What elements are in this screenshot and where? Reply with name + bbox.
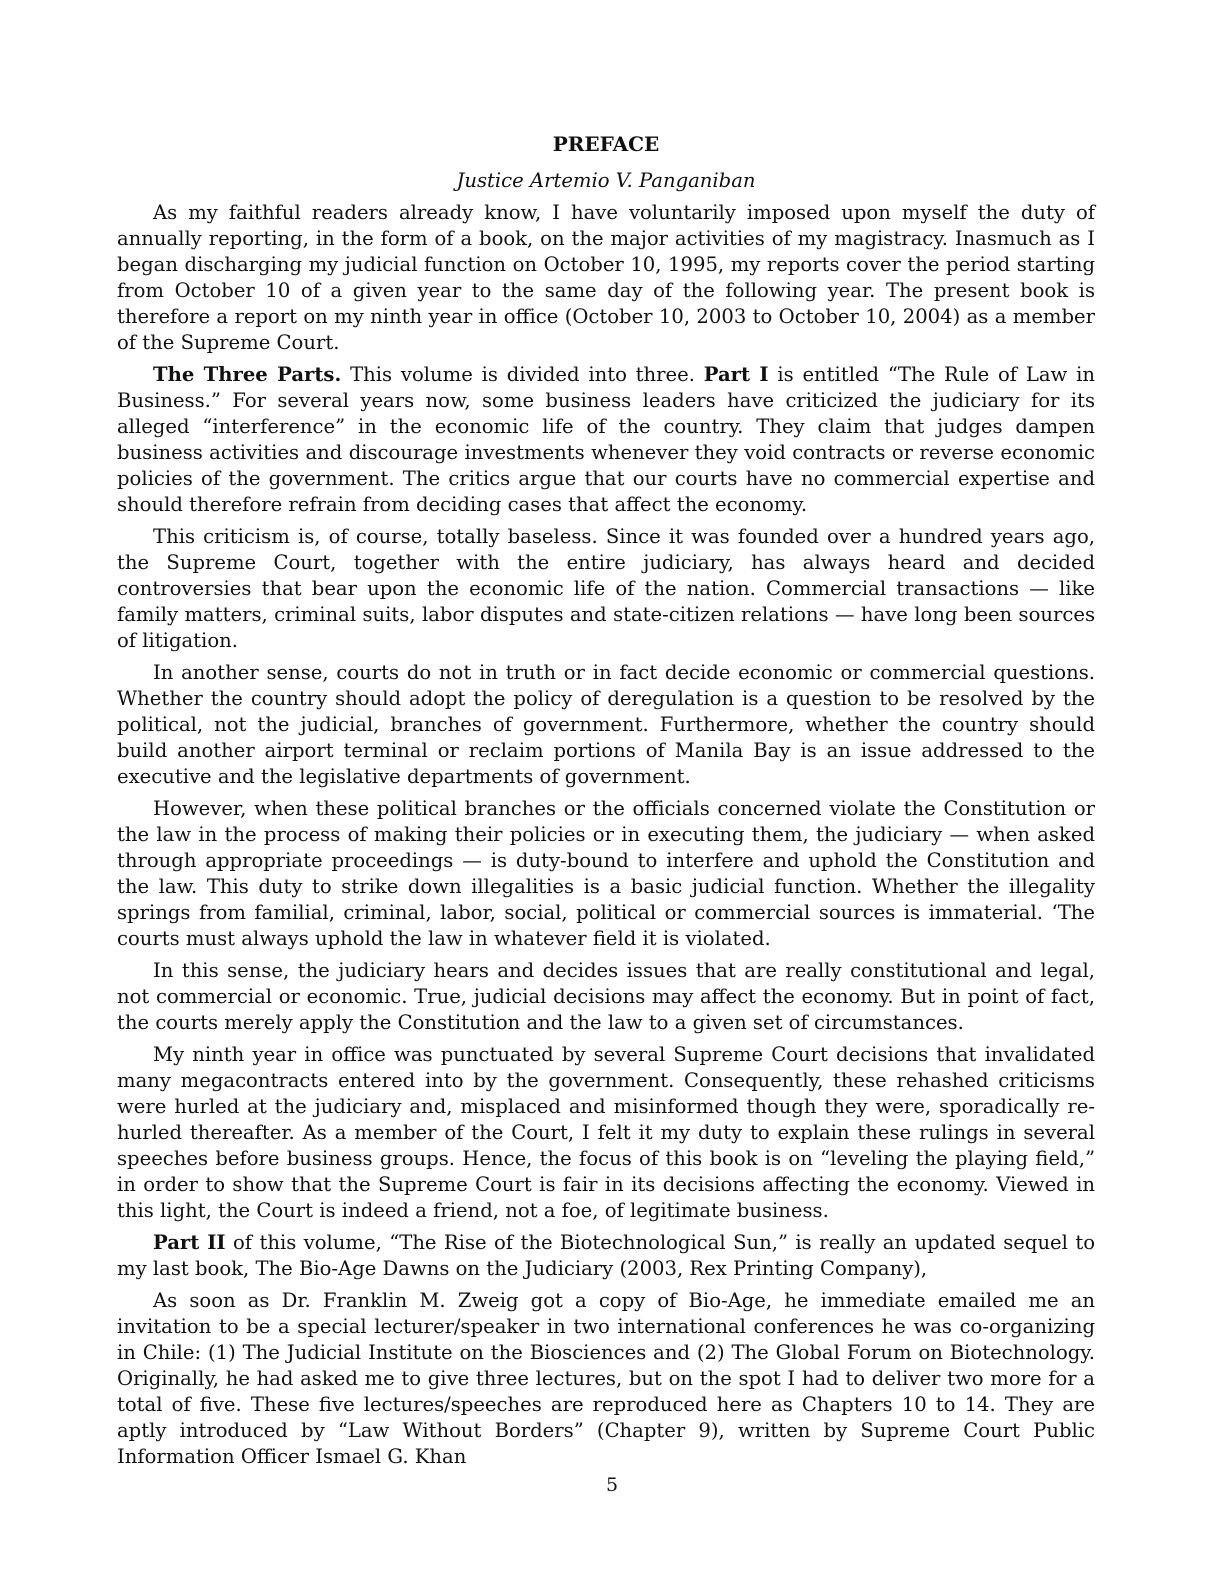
paragraph-9 [117, 1288, 1095, 1470]
paragraph-text: As soon as Dr. Franklin M. Zweig got a copy of Bio-Age, he immediate emailed me an invitation to be a special lecturer/speaker in two international conferences he was co-organizing in Chile: (1) The Judicial Institute on the Biosciences and (2) The Global Forum on Biotechnology. Originally, he had asked me to give three lectures, but on the spot I had to deliver two more for a total of five. These five lectures/speeches are reproduced here as Chapters 10 to 14. They are aptly introduced by “Law Without Borders” (Chapter 9), written by Supreme Court Public Information Officer Ismael G. Khan [117, 1289, 1095, 1468]
paragraph-6 [117, 958, 1095, 1036]
paragraph-1 [117, 200, 1095, 356]
paragraph-text-continued: is entitled “The Rule of Law in Business.” For several years now, some business leaders have criticized the judiciary for its alleged “interference” in the economic life of the country. They claim that judges dampen business activities and discourage investments whenever they void contracts or reverse economic policies of the government. The critics argue that our courts have no commercial expertise and should therefore refrain from deciding cases that affect the economy. [117, 363, 1095, 516]
paragraph-lead: Part II [153, 1231, 226, 1254]
page-title: PREFACE [552, 132, 660, 156]
paragraph-7 [117, 1042, 1095, 1224]
paragraph-text: This criticism is, of course, totally baseless. Since it was founded over a hundred years ago, the Supreme Court, together with the entire judiciary, has always heard and decided controversies that bear upon the economic life of the nation. Commercial transactions — like family matters, criminal suits, labor disputes and state-citizen relations — have long been sources of litigation. [117, 525, 1095, 652]
paragraph-text: of this volume, “The Rise of the Biotechnological Sun,” is really an updated sequel to my last book, The Bio-Age Dawns on the Judiciary (2003, Rex Printing Company), [117, 1231, 1095, 1280]
page-number: 5 [605, 1474, 619, 1496]
paragraph-2 [117, 362, 1095, 518]
paragraph-8 [117, 1230, 1095, 1282]
paragraph-5 [117, 796, 1095, 952]
paragraph-text: In another sense, courts do not in truth or in fact decide economic or commercial questions. Whether the country should adopt the policy of deregulation is a question to be resolved by the political, not the judicial, branches of government. Furthermore, whether the country should build another airport terminal or reclaim portions of Manila Bay is an issue addressed to the executive and the legislative departments of government. [117, 661, 1095, 788]
document-page [117, 130, 1095, 1476]
paragraph-4 [117, 660, 1095, 790]
paragraph-text: In this sense, the judiciary hears and decides issues that are really constitutional and legal, not commercial or economic. True, judicial decisions may affect the economy. But in point of fact, the courts merely apply the Constitution and the law to a given set of circumstances. [117, 959, 1095, 1034]
paragraph-3 [117, 524, 1095, 654]
paragraph-bold-phrase: Part I [703, 363, 769, 386]
paragraph-lead: The Three Parts. [153, 363, 342, 386]
author-line: Justice Artemio V. Panganiban [456, 169, 756, 192]
paragraph-text: As my faithful readers already know, I have voluntarily imposed upon myself the duty of annually reporting, in the form of a book, on the major activities of my magistracy. Inasmuch as I began discharging my judicial function on October 10, 1995, my reports cover the period starting from October 10 of a given year to the same day of the following year. The present book is therefore a report on my ninth year in office (October 10, 2003 to October 10, 2004) as a member of the Supreme Court. [117, 201, 1095, 354]
paragraph-text: However, when these political branches or the officials concerned violate the Constitution or the law in the process of making their policies or in executing them, the judiciary — when asked through appropriate proceedings — is duty-bound to interfere and uphold the Constitution and the law. This duty to strike down illegalities is a basic judicial function. Whether the illegality springs from familial, criminal, labor, social, political or commercial sources is immaterial. ‘The courts must always uphold the law in whatever field it is violated. [117, 797, 1095, 950]
paragraph-text: My ninth year in office was punctuated by several Supreme Court decisions that invalidated many megacontracts entered into by the government. Consequently, these rehashed criticisms were hurled at the judiciary and, misplaced and misinformed though they were, sporadically re-hurled thereafter. As a member of the Court, I felt it my duty to explain these rulings in several speeches before business groups. Hence, the focus of this book is on “leveling the playing field,” in order to show that the Supreme Court is fair in its decisions affecting the economy. Viewed in this light, the Court is indeed a friend, not a foe, of legitimate business. [117, 1043, 1095, 1222]
paragraph-text: This volume is divided into three. [341, 363, 704, 386]
